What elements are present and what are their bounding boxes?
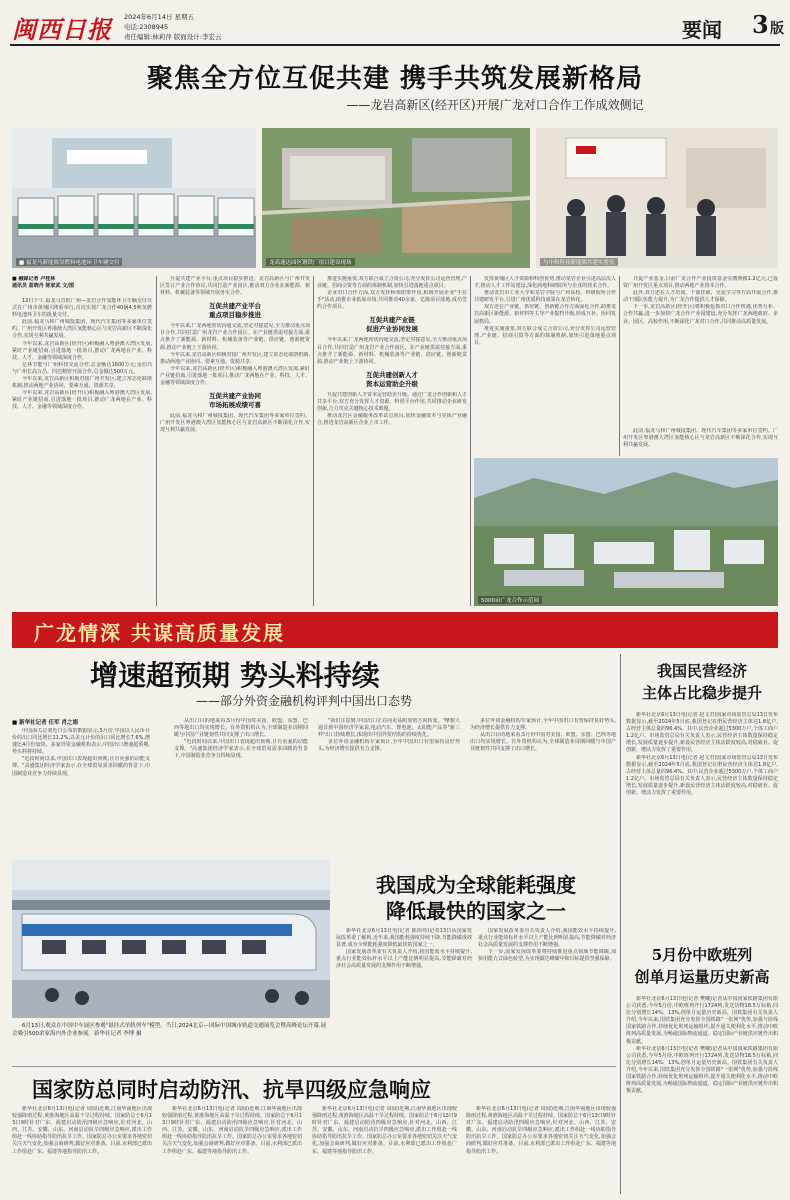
- story2-column-3: "我们注意到,中国出口正在向更高附加值方向转变。"摩根大通首席中国经济学家说,电动汽车、锂电池、太阳能产品等"新三样"出口持续增长,体现出中国外贸结构的持续优化。 多位外资金融机构专家预计,全年中国出口有望保持良好势头,为经济增长提供有力支撑。: [318, 718, 460, 753]
- page-number: 3: [752, 10, 769, 39]
- lead-photo-construction-site: [262, 128, 530, 268]
- phone-number: 电话:2308945: [124, 23, 169, 31]
- theme-banner: [12, 612, 778, 648]
- laboratory-image: [536, 128, 778, 268]
- photo-caption-3: 与中和科技新能源共建实验室: [540, 258, 618, 266]
- story2-column-2: 从出口目的地来看,5月份中国对美国、欧盟、东盟、巴西等地出口均实现增长。有外资机构认为,全球制造业周期回暖与中国产业链韧性共同支撑了出口增长。 "近段时间以来,中国出口表现超出预期,且有更强的动能支撑。"高盛集团经济学家表示,在全球贸易需求回暖的背景下,中国制造业竞争力持续显现。: [174, 718, 308, 760]
- issue-date: 2024年6月14日 星期五: [124, 13, 195, 21]
- lead-column-4: 发挥黄埔区人才资源和科创优势,推动龙岩企业引进高层次人才,推动人才工作站建设,深化两地科研院所与企业的技术合作。 推动龙岩市工业大学和龙岩学院与广州高校、科研院所合作共建研发平台,引进广州优质科技成果在龙岩转化。 双方还在产业链、供应链、创新链合作方面深化合作,助推龙岩高新区新能源、新材料等主导产业提档升级,形成互补、协同发展格局。 推进实施重要,双方联合成立合资公司,充分发挥公司运营管理,产业链、招商引资等方面的体制机制,加快引进落地重点项目。: [474, 276, 616, 346]
- page-unit: 版: [770, 21, 784, 37]
- column-divider: [470, 276, 471, 606]
- story4-column-2: 新华社北京6月13日电(记者 周圆)近期,江南华南地区出现较强降雨过程,黄淮海地区高温干旱过程持续。国家防总于6月13日9时针对广东、福建启动防汛四级应急响应,针对河北、山西、江苏、安徽、山东、河南启动抗旱四级应急响应,派出工作组赴一线协助指导防汛抗旱工作。国家防总办公室要求各地密切关注天气变化,加强会商研判,做好应对准备。目前,水利部已派出工作组赴广东、福建等地指导防汛工作。: [162, 1106, 302, 1155]
- subhead-platform: 互促共建产业平台 重点项目稳步推进: [209, 302, 261, 320]
- monorail-image: [12, 860, 330, 1018]
- column-divider: [620, 654, 621, 1194]
- story2-photo-monorail: [12, 860, 330, 1018]
- right2-body: 新华社北京6月13日电(记者 樊曦)记者从中国国家铁路集团有限公司获悉,今年5月份,中欧班列开行1724列,发送货物18.5万标箱,同比分别增长14%、13%,创单月运量历史新高。国铁集团有关负责人介绍,今年以来,国铁集团充分发挥全国铁路"一张网"优势,加强与沿线国家铁路合作,持续优化班列运输组织,提升通关便利化水平,推动中欧班列高质量发展,为畅通国际物流通道、稳定国际产业链供应链作出积极贡献。 新华社北京6月13日电(记者 樊曦)记者从中国国家铁路集团有限公司获悉,今年5月份,中欧班列开行1724列,发送货物18.5万标箱,同比分别增长14%、13%,创单月运量历史新高。国铁集团有关负责人介绍,今年以来,国铁集团充分发挥全国铁路"一张网"优势,加强与沿线国家铁路合作,持续优化班列运输组织,提升通关便利化水平,推动中欧班列高质量发展,为畅通国际物流通道、稳定国际产业链供应链作出积极贡献。: [626, 996, 778, 1194]
- photo-caption-4: 5000亩广龙合作示范园: [478, 596, 542, 604]
- lead-paragraph: 今年以来,龙岩高新区积极对接广州开发区,建立常态化联络机制,推动两地产业协同、要素互通、资源共享。: [12, 376, 152, 390]
- lead-subheadline: ——龙岩高新区(经开区)开展广龙对口合作工作成效侧记: [346, 98, 644, 112]
- lead-column-5: 共促产业基金,目前广龙合作产业投资基金实缴规模1.2亿元,已投资广州开发区重点项目,推动两地产业资本合作。 此外,双方还在人才培训、干部挂职、交流学习等方面开展合作,推动干部队伍能力提升,为广龙合作提供人才保障。 下一步,龙岩高新区(经开区)将积极抢抓对口合作机遇,优势互补、合作共赢,进一步加快广龙合作产业园建设,充分发挥广龙两地政府、企业、园区、高校作用,不断深化广龙对口合作,共同推动高质量发展。: [623, 276, 778, 325]
- editor-credits: 责任编辑:林莉萍 版面设计:李宏云: [124, 33, 222, 41]
- lead-column-5-cont: 此前,福龙马和广州城投集团、现代汽车集团等多家单位签约。广州开发区粤港澳大湾区氢能核心区与龙岩高新区不断深化合作,实现互利共赢发展。: [623, 428, 778, 449]
- lead-paragraph: 12日下午,福龙马首批广州—龙岩合作氢能环卫车辆交付仪式在广州市黄埔区隆重举行,首次实现广龙合作40辆4.5吨氢燃料电池环卫车的批量交付。: [12, 298, 152, 319]
- right1-headline: 我国民营经济 主体占比稳步提升: [641, 662, 762, 702]
- right2-headline: 5月份中欧班列 创单月运量历史新高: [624, 944, 780, 988]
- story3-column-2: 国家发展改革委有关负责人介绍,我国能效水平持续提升,重点行业能效标杆水平以上产能比例明显提高,节能降碳对经济社会高质量发展的支撑作用不断增强。 下一步,国家发展改革委将持续推进重点领域节能降碳,加快用能方式绿色转型,为实现碳达峰碳中和目标提供坚强保障。: [478, 928, 616, 963]
- newspaper-logo: 闽西日报: [12, 15, 112, 44]
- lead-column-3: 推进实施重要,双方联合成立合资公司,充分发挥公司运营管理,产业链、招商引资等方面的体制机制,加快引进落地重点项目。 企业对口合作方面,双方发挥桥梁纽带作用,积极开展企业"手拉手"活动,助推企业拓展市场,共同推动40余家、亿级项目落地,成功签约合作项目。 互促共建产业链 促进产业协同发展 今年以来,广龙两地密切沟通交流,坚定对接意见,全力推动重点项目合作,共同打造广州龙岩产业合作园区。在产业链供需对接方面,重点推介了新能源、新材料、机械装备等产业链、供应链、创新链资源,推动产业链上下游协同。 互促共建创新人才 资本运营助企升级 互促共建创新人才资本运营助企升级。通过广龙合作创新和人才共享平台,双方充分发挥人才资源、科创平台作用,共同推动企业研发创新,合力攻克关键核心技术难题。 推动龙岩区金融服务改革试点项目,加快金融资本与实体产业融合,推进龙岩高新区企业上市工作。: [317, 276, 467, 427]
- subhead-market: 互促共建产业协同 市场拓展成绩可喜: [209, 392, 261, 410]
- lead-paragraph: 今年以来,龙岩高新区(经开区)积极融入粤港澳大湾区发展,紧盯产业链招商,引进落地一批项目,推动广龙两地在产业、科技、人才、金融等领域深度合作。: [12, 340, 152, 361]
- section-name: 要闻: [682, 18, 722, 42]
- subhead-chain: 互促共建产业链 促进产业协同发展: [366, 316, 418, 334]
- story4-column-4: 新华社北京6月13日电(记者 周圆)近期,江南华南地区出现较强降雨过程,黄淮海地区高温干旱过程持续。国家防总于6月13日9时针对广东、福建启动防汛四级应急响应,针对河北、山西、江苏、安徽、山东、河南启动抗旱四级应急响应,派出工作组赴一线协助指导防汛抗旱工作。国家防总办公室要求各地密切关注天气变化,加强会商研判,做好应对准备。目前,水利部已派出工作组赴广东、福建等地指导防汛工作。: [466, 1106, 616, 1155]
- lead-byline: ■ 融媒记者 卢桂林 通讯员 蓝晓丹 陈家武 文/图: [12, 276, 75, 290]
- lead-photo-demo-park: [474, 458, 778, 606]
- construction-site-image: [262, 128, 530, 268]
- masthead-rule: [10, 44, 780, 46]
- photo-caption-2: 龙高速达园区钢铁厂项目建设现场: [266, 258, 355, 266]
- column-divider: [156, 276, 157, 606]
- story3-headline: 我国成为全球能耗强度 降低最快的国家之一: [376, 873, 576, 923]
- lead-column-1: [12, 298, 152, 606]
- masthead: [10, 8, 784, 44]
- lead-paragraph: 今年以来,龙岩高新区(经开区)积极融入粤港澳大湾区发展,紧盯产业链招商,引进落地一批项目,推动广龙两地在产业、科技、人才、金融等领域深度合作。: [12, 390, 152, 411]
- photo-caption-1: ■ 福龙马新能源氢燃料电池环卫车辆交付: [16, 258, 122, 266]
- lead-column-2: 互促共建产业平台,重点项目稳步推进。龙岩高新区与广州开发区签订产业合作协议,共同打造产业园区,推动双方企业在新能源、新材料、机械装备等领域开展务实合作。 互促共建产业平台 重点项目稳步推进 今年以来,广龙两地密切沟通交流,坚定对接意见,全力推动重点项目合作,共同打造广州龙岩产业合作园区。在产业链供需对接方面,重点推介了新能源、新材料、机械装备等产业链、供应链、创新链资源,推动产业链上下游协同。 今年以来,龙岩高新区积极对接广州开发区,建立常态化联络机制,推动两地产业协同、要素互通、资源共享。 今年以来,龙岩高新区(经开区)积极融入粤港澳大湾区发展,紧盯产业链招商,引进落地一批项目,推动广龙两地在产业、科技、人才、金融等领域深度合作。 互促共建产业协同 市场拓展成绩可喜 此前,福龙马和广州城投集团、现代汽车集团等多家单位签约。广州开发区粤港澳大湾区氢能核心区与龙岩高新区不断深化合作,实现互利共赢发展。: [160, 276, 310, 434]
- lead-photo-hydrogen-trucks: [12, 128, 256, 268]
- story4-column-1: 新华社北京6月13日电(记者 周圆)近期,江南华南地区出现较强降雨过程,黄淮海地区高温干旱过程持续。国家防总于6月13日9时针对广东、福建启动防汛四级应急响应,针对河北、山西、江苏、安徽、山东、河南启动抗旱四级应急响应,派出工作组赴一线协助指导防汛抗旱工作。国家防总办公室要求各地密切关注天气变化,加强会商研判,做好应对准备。目前,水利部已派出工作组赴广东、福建等地指导防汛工作。: [12, 1106, 152, 1155]
- column-divider: [619, 276, 620, 456]
- story2-column-1: 中国海关总署近日公布的数据显示,5月份,中国以人民币计价的出口同比增长11.2%,以美元计价的出口同比增长7.6%,增速比4月份加快。多家外资金融机构表示,中国出口增速超预期,势头料将持续。 "近段时间以来,中国出口表现超出预期,且有更强的动能支撑。"高盛集团经济学家表示,在全球贸易需求回暖的背景下,中国制造业竞争力持续显现。: [12, 728, 150, 777]
- story4-top-rule: [12, 1066, 616, 1067]
- subhead-talent: 互促共建创新人才 资本运营助企升级: [366, 370, 418, 388]
- story2-headline: 增速超预期 势头料持续: [90, 659, 380, 692]
- lead-headline: 聚焦全方位互促共建 携手共筑发展新格局: [146, 64, 644, 94]
- hydrogen-truck-image: [12, 128, 256, 268]
- lead-paragraph: 亿林节能与广州科技交流合作,总金额达1600万元;金伯兴与广州长高万昌、四达精密开展合作,总金额达500万元。: [12, 361, 152, 375]
- story3-column-1: 新华社北京6月13日电(记者 陈炜伟)记者13日从国家发展改革委了解到,近年来,我国能耗强度持续下降,节能降碳成效显著,成为全球能耗强度降低最快的国家之一。 国家发展改革委有关负责人介绍,我国能效水平持续提升,重点行业能效标杆水平以上产能比例明显提高,节能降碳对经济社会高质量发展的支撑作用不断增强。: [336, 928, 472, 970]
- right1-body: 新华社北京6月13日电(记者 赵文君)国家市场监管总局13日发布数据显示,截至2024年5月底,我国登记在册民营经济主体达1.8亿户,占经营主体总量的96.4%。其中,民营企业超过5300万户,个体工商户1.2亿户。市场监管总局有关负责人表示,民营经济主体数量保持稳定增长,发展质量逐步提升,新设民营经济主体活跃度较高,对稳就业、促创新、增活力发挥了重要作用。 新华社北京6月13日电(记者 赵文君)国家市场监管总局13日发布数据显示,截至2024年5月底,我国登记在册民营经济主体达1.8亿户,占经营主体总量的96.4%。其中,民营企业超过5300万户,个体工商户1.2亿户。市场监管总局有关负责人表示,民营经济主体数量保持稳定增长,发展质量逐步提升,新设民营经济主体活跃度较高,对稳就业、促创新、增活力发挥了重要作用。: [626, 712, 778, 797]
- story4-headline: 国家防总同时启动防汛、抗旱四级应急响应: [32, 1077, 431, 1102]
- story2-photo-caption: 6月13日,观众在中国中车展区参观"悬挂式单轨列车"模型。当日,2024北京—国际中国城市轨道交通展览会暨高峰论坛开幕,展会吸引500余家海内外企业参展。新华社记者 李博 摄: [12, 1023, 327, 1037]
- story2-column-4: 多位外资金融机构专家预计,全年中国出口有望保持良好势头,为经济增长提供有力支撑。 从出口目的地来看,5月份中国对美国、欧盟、东盟、巴西等地出口均实现增长。有外资机构认为,全球制造业周期回暖与中国产业链韧性共同支撑了出口增长。: [470, 718, 616, 753]
- lead-paragraph: 此前,福龙马和广州城投集团、现代汽车集团等多家单位签约。广州开发区粤港澳大湾区氢能核心区与龙岩高新区不断深化合作,实现互利共赢发展。: [12, 319, 152, 340]
- banner-text: 广龙情深 共谋高质量发展: [34, 621, 285, 645]
- story2-subheadline: ——部分外资金融机构评判中国出口态势: [196, 694, 413, 708]
- story2-byline: ■ 新华社记者 任军 肖之娟: [12, 720, 78, 726]
- column-divider: [313, 276, 314, 606]
- demo-park-image: [474, 458, 778, 606]
- lead-photo-laboratory: [536, 128, 778, 268]
- story4-column-3: 新华社北京6月13日电(记者 周圆)近期,江南华南地区出现较强降雨过程,黄淮海地区高温干旱过程持续。国家防总于6月13日9时针对广东、福建启动防汛四级应急响应,针对河北、山西、江苏、安徽、山东、河南启动抗旱四级应急响应,派出工作组赴一线协助指导防汛抗旱工作。国家防总办公室要求各地密切关注天气变化,加强会商研判,做好应对准备。目前,水利部已派出工作组赴广东、福建等地指导防汛工作。: [312, 1106, 457, 1155]
